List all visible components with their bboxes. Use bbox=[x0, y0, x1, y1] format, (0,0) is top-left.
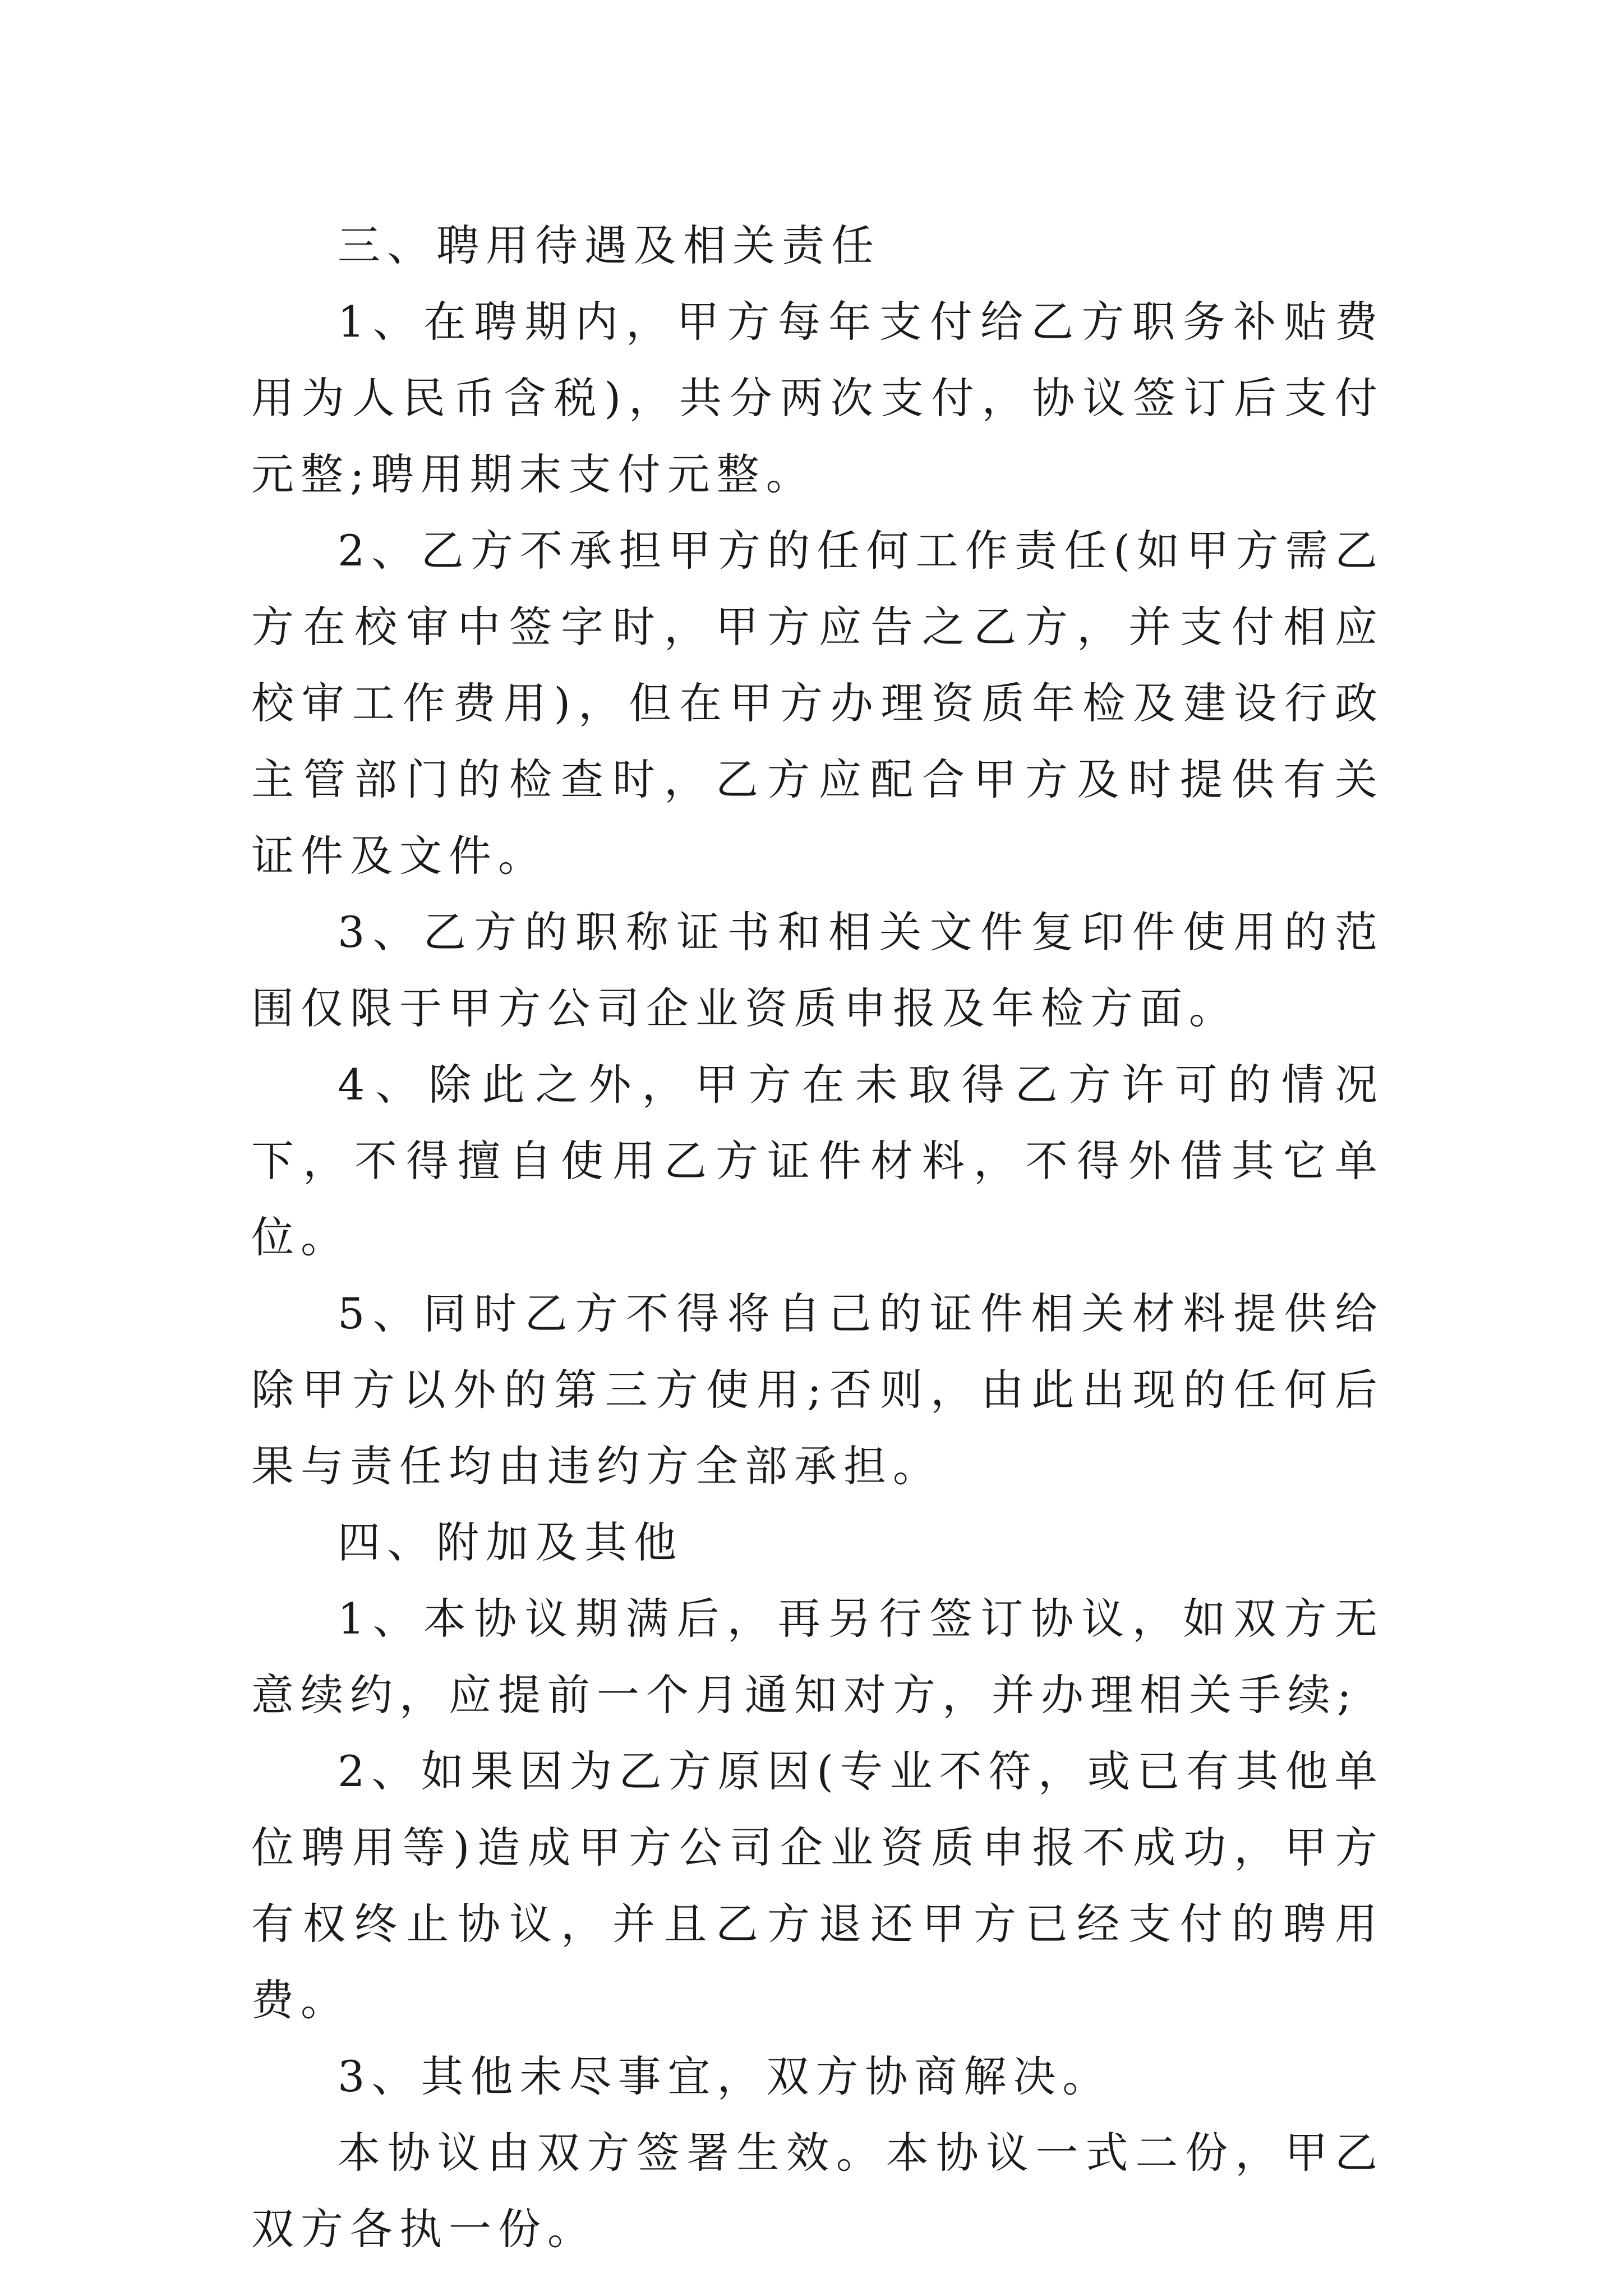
clause-3-2: 2、乙方不承担甲方的任何工作责任(如甲方需乙方在校审中签字时，甲方应告之乙方，并支付相应校审工作费用)，但在甲方办理资质年检及建设行政主管部门的检查时，乙方应配合甲方及时提供有关证件及文件。 bbox=[251, 526, 1384, 881]
document-body bbox=[251, 208, 1384, 2267]
clause-4-3: 3、其他未尽事宜，双方协商解决。 bbox=[338, 2051, 1112, 2101]
clause-3-1: 1、在聘期内，甲方每年支付给乙方职务补贴费用为人民币含税)，共分两次支付，协议签订后支付元整;聘用期末支付元整。 bbox=[251, 297, 1384, 499]
clause-3-4: 4、除此之外，甲方在未取得乙方许可的情况下，不得擅自使用乙方证件材料，不得外借其它单位。 bbox=[251, 1060, 1384, 1262]
clause-4-2: 2、如果因为乙方原因(专业不符，或已有其他单位聘用等)造成甲方公司企业资质申报不成功，甲方有权终止协议，并且乙方退还甲方已经支付的聘用费。 bbox=[251, 1746, 1384, 2025]
section-heading-3: 三、聘用待遇及相关责任 bbox=[338, 220, 880, 270]
section-heading-4: 四、附加及其他 bbox=[338, 1517, 683, 1567]
clause-3-5: 5、同时乙方不得将自己的证件相关材料提供给除甲方以外的第三方使用;否则，由此出现的任何后果与责任均由违约方全部承担。 bbox=[251, 1289, 1384, 1491]
clause-3-3: 3、乙方的职称证书和相关文件复印件使用的范围仅限于甲方公司企业资质申报及年检方面。 bbox=[251, 907, 1384, 1033]
closing-paragraph: 本协议由双方签署生效。本协议一式二份，甲乙双方各执一份。 bbox=[251, 2128, 1384, 2254]
clause-4-1: 1、本协议期满后，再另行签订协议，如双方无意续约，应提前一个月通知对方，并办理相关手续; bbox=[251, 1594, 1384, 1720]
